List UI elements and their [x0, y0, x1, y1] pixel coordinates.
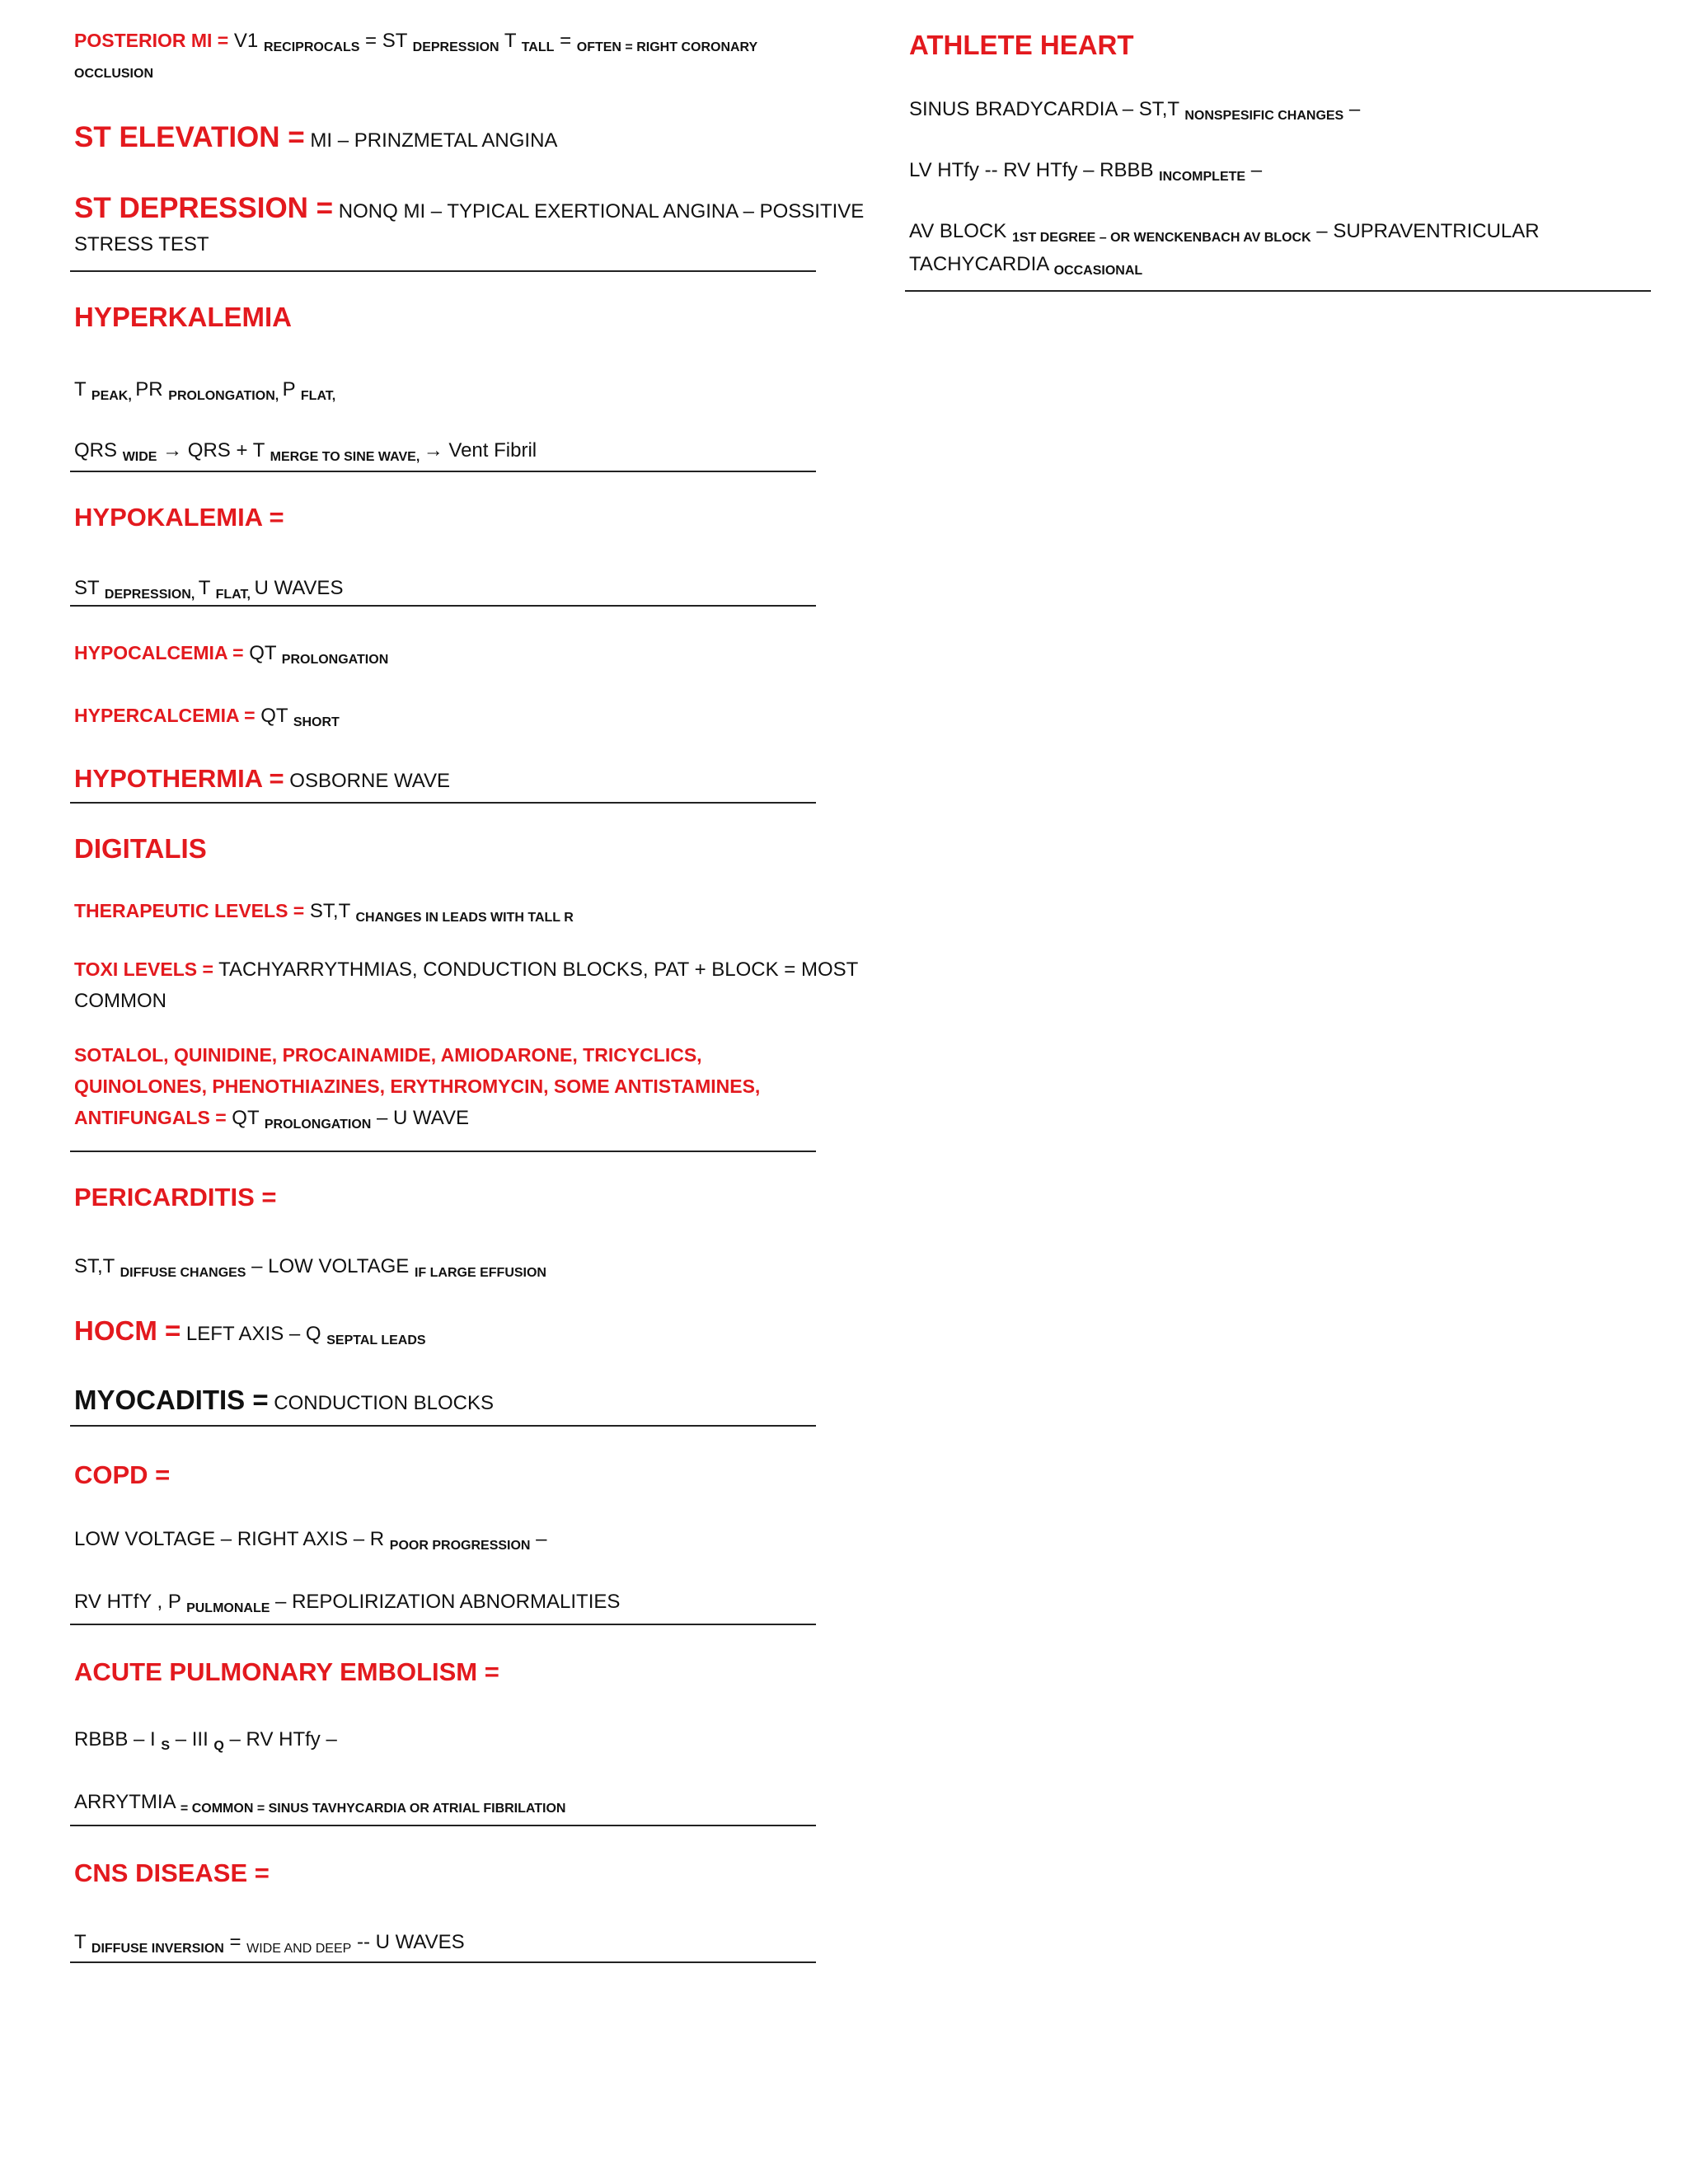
- toxi-levels-title: TOXI LEVELS =: [74, 958, 213, 980]
- drugs-line-2: QUINOLONES, PHENOTHIAZINES, ERYTHROMYCIN, SOME ANTISTAMINES,: [74, 1076, 761, 1097]
- section-athlete-heart: [905, 0, 1651, 292]
- st-elevation-title: ST ELEVATION =: [74, 121, 305, 153]
- hyperkalemia-title: HYPERKALEMIA: [74, 302, 293, 332]
- st-depression-title: ST DEPRESSION =: [74, 192, 334, 224]
- section-copd: [70, 1427, 816, 1625]
- hocm-title: HOCM =: [74, 1315, 181, 1346]
- hypocalcemia-line: HYPOCALCEMIA = QT $_{PROLONGATION}$: [74, 642, 389, 667]
- right-column: [905, 0, 1651, 292]
- hypokalemia-line: ST $_{DEPRESSION,}$ T $_{FLAT,}$ U WAVES: [74, 577, 344, 602]
- pericarditis-title: PERICARDITIS =: [74, 1183, 277, 1212]
- pericarditis-line: ST,T $_{DIFFUSE CHANGES}$ – LOW VOLTAGE $_{IF LARGE EFFUSION}$: [74, 1255, 546, 1280]
- hypothermia-title: HYPOTHERMIA =: [74, 764, 284, 793]
- posterior-mi-title: POSTERIOR MI =: [74, 30, 229, 51]
- myocarditis-line: MYOCADITIS = CONDUCTION BLOCKS: [74, 1385, 494, 1415]
- hyperkalemia-line-2: QRS $_{WIDE}$ → QRS + T $_{MERGE TO SINE WAVE,}$ → Vent Fibril: [74, 439, 537, 464]
- hocm-line: HOCM = LEFT AXIS – Q $_{SEPTAL LEADS}$: [74, 1315, 426, 1347]
- athlete-line-4: TACHYCARDIA $_{OCCASIONAL}$: [909, 253, 1143, 278]
- therapeutic-levels-title: THERAPEUTIC LEVELS =: [74, 900, 305, 921]
- copd-line-1: LOW VOLTAGE – RIGHT AXIS – R $_{POOR PROGRESSION}$ –: [74, 1528, 547, 1553]
- posterior-mi-line: POSTERIOR MI = V1 $_{RECIPROCALS}$ = ST $_{DEPRESSION}$ T $_{TALL}$ = $_{OFTEN = RIGHT CORONARY}$: [74, 30, 758, 54]
- section-hypokalemia: [70, 472, 816, 607]
- ape-line-1: RBBB – I $_S$ – III $_Q$ – RV HTfy –: [74, 1728, 337, 1753]
- section-mi: [70, 0, 865, 272]
- ape-title: ACUTE PULMONARY EMBOLISM =: [74, 1657, 499, 1686]
- section-digitalis: [70, 804, 859, 1152]
- hypercalcemia-line: HYPERCALCEMIA = QT $_{SHORT}$: [74, 705, 340, 729]
- digitalis-title: DIGITALIS: [74, 833, 207, 864]
- cns-title: CNS DISEASE =: [74, 1858, 270, 1887]
- section-ape: [70, 1625, 816, 1826]
- copd-line-2: RV HTfY , P $_{PULMONALE}$ – REPOLIRIZATION ABNORMALITIES: [74, 1591, 621, 1615]
- hypocalcemia-title: HYPOCALCEMIA =: [74, 642, 244, 663]
- section-calcemia: [70, 607, 816, 804]
- section-pericarditis: [70, 1152, 816, 1427]
- hypercalcemia-title: HYPERCALCEMIA =: [74, 705, 256, 726]
- drugs-line-1: SOTALOL, QUINIDINE, PROCAINAMIDE, AMIODARONE, TRICYCLICS,: [74, 1044, 702, 1066]
- hyperkalemia-line-1: T $_{PEAK,}$ PR $_{PROLONGATION,}$ P $_{FLAT,}$: [74, 378, 336, 403]
- st-elevation-line: ST ELEVATION = MI – PRINZMETAL ANGINA: [74, 121, 558, 153]
- section-cns: [70, 1826, 816, 1963]
- therapeutic-levels-line: THERAPEUTIC LEVELS = ST,T $_{CHANGES IN LEADS WITH TALL R}$: [74, 900, 574, 925]
- athlete-line-1: SINUS BRADYCARDIA – ST,T $_{NONSPESIFIC CHANGES}$ –: [909, 98, 1361, 123]
- copd-title: COPD =: [74, 1460, 171, 1489]
- hypokalemia-title: HYPOKALEMIA =: [74, 503, 284, 532]
- posterior-mi-line-2: OCCLUSION: [74, 67, 153, 81]
- left-column: [70, 0, 865, 1963]
- athlete-line-2: LV HTfy -- RV HTfy – RBBB $_{INCOMPLETE}$ –: [909, 159, 1263, 184]
- myocarditis-title: MYOCADITIS =: [74, 1385, 269, 1415]
- toxi-levels-line: TOXI LEVELS = TACHYARRYTHMIAS, CONDUCTION BLOCKS, PAT + BLOCK = MOST: [74, 958, 859, 981]
- drugs-line-3: ANTIFUNGALS = QT $_{PROLONGATION}$ – U WAVE: [74, 1107, 470, 1132]
- st-depression-line-2: STRESS TEST: [74, 233, 209, 255]
- ape-line-2: ARRYTMIA $_{= COMMON = SINUS TAVHYCARDIA OR ATRIAL FIBRILATION}$: [74, 1791, 566, 1816]
- toxi-levels-line-2: COMMON: [74, 990, 166, 1012]
- athlete-line-3: AV BLOCK $_{1ST DEGREE - OR WENCKENBACH AV BLOCK}$ – SUPRAVENTRICULAR: [909, 220, 1540, 245]
- athlete-heart-title: ATHLETE HEART: [909, 30, 1134, 60]
- section-hyperkalemia: [70, 272, 816, 472]
- hypothermia-line: HYPOTHERMIA = OSBORNE WAVE: [74, 764, 451, 793]
- st-depression-line: ST DEPRESSION = NONQ MI – TYPICAL EXERTIONAL ANGINA – POSSITIVE: [74, 192, 865, 224]
- cns-line: T $_{DIFFUSE INVERSION}$ = $_{WIDE AND DEEP}$ -- U WAVES: [74, 1931, 465, 1956]
